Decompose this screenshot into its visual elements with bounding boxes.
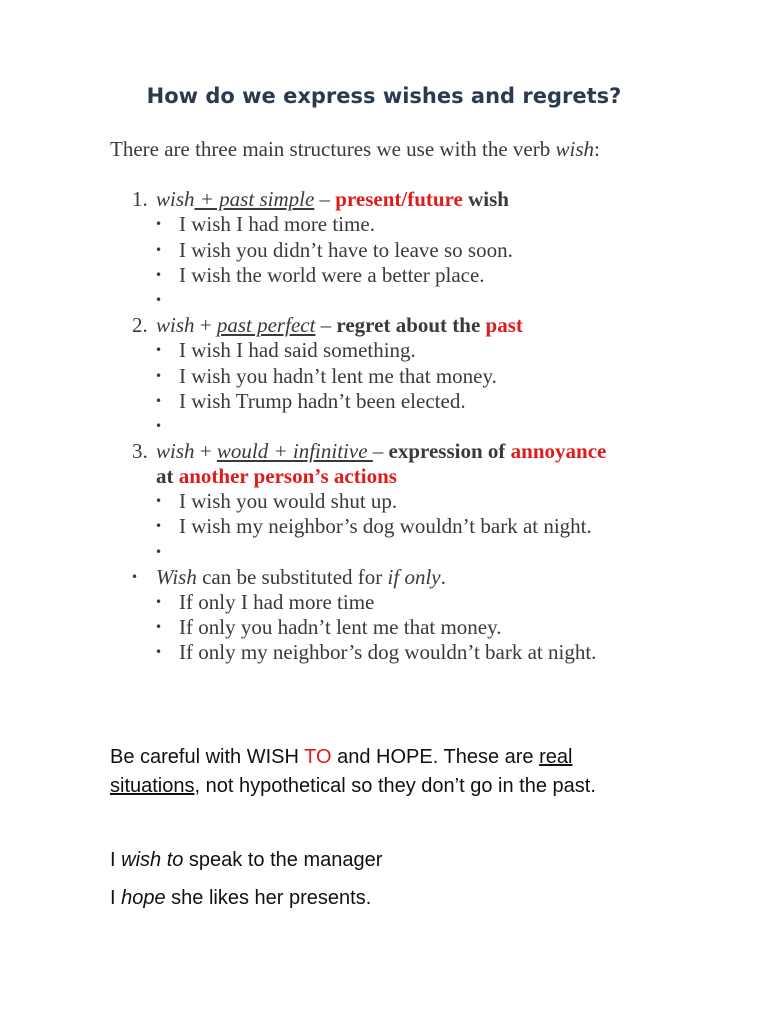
bullet-icon: • — [155, 343, 163, 357]
example-text: I wish I had said something. — [179, 338, 416, 362]
meaning-text: wish — [462, 187, 509, 211]
bullet-icon: • — [155, 645, 163, 659]
structure-formula — [156, 439, 606, 464]
example-text: I wish Trump hadn’t been elected. — [179, 389, 466, 413]
example-text: I wish my neighbor’s dog wouldn’t bark at night. — [179, 514, 592, 538]
example-text: If only my neighbor’s dog wouldn’t bark at night. — [179, 640, 597, 664]
bullet-icon: • — [155, 620, 163, 634]
formula-tense: + past simple — [194, 187, 315, 211]
formula-tense: past perfect — [216, 313, 316, 337]
formula-word: wish — [156, 439, 195, 463]
meaning-highlight: present/future — [335, 187, 463, 211]
example-post: speak to the manager — [183, 849, 383, 871]
bullet-icon: • — [155, 293, 163, 307]
example-text: If only you hadn’t lent me that money. — [179, 615, 502, 639]
example-text: I wish the world were a better place. — [179, 263, 485, 287]
example-post: she likes her presents. — [165, 887, 372, 909]
example-text: I wish you would shut up. — [179, 489, 398, 513]
bullet-icon: • — [155, 545, 163, 559]
example-italic: hope — [121, 887, 166, 909]
bullet-icon: • — [155, 369, 163, 383]
bullet-icon: • — [155, 494, 163, 508]
bullet-icon: • — [155, 419, 163, 433]
meaning-highlight: past — [485, 313, 523, 337]
bullet-icon: • — [155, 217, 163, 231]
caution-underline: real — [539, 746, 573, 768]
formula-word: wish — [156, 313, 195, 337]
intro-colon: : — [594, 137, 600, 161]
intro-verb: wish — [555, 137, 594, 161]
substitute-middle: can be substituted for — [196, 565, 388, 589]
substitute-phrase: if only — [387, 565, 441, 589]
formula-plus: + — [194, 439, 217, 463]
formula-plus: + — [194, 313, 217, 337]
structure-number: 3. — [132, 439, 148, 463]
caution-paragraph — [110, 743, 596, 801]
bullet-icon: • — [155, 595, 163, 609]
substitute-text — [156, 565, 446, 590]
meaning-text: regret about the — [336, 313, 486, 337]
meaning-highlight: another person’s actions — [178, 464, 397, 488]
intro-text: There are three main structures we use with the verb — [110, 137, 556, 161]
caution-text: Be careful with WISH — [110, 746, 305, 768]
dash: – — [314, 187, 336, 211]
intro-paragraph — [110, 137, 600, 162]
substitute-end: . — [440, 565, 446, 589]
formula-word: wish — [156, 187, 195, 211]
example-text: If only I had more time — [179, 590, 375, 614]
bullet-icon: • — [155, 243, 163, 257]
structure-number: 1. — [132, 187, 148, 211]
structure-formula — [156, 313, 523, 338]
example-italic: wish to — [121, 849, 184, 871]
example-text: I wish you didn’t have to leave so soon. — [179, 238, 513, 262]
bullet-icon: • — [155, 519, 163, 533]
meaning-continuation — [156, 464, 397, 489]
caution-highlight: TO — [304, 746, 332, 768]
page-title: How do we express wishes and regrets? — [146, 84, 622, 108]
example-wish-to — [110, 849, 382, 872]
caution-text: and HOPE. These are — [331, 746, 540, 768]
meaning-text: expression of — [388, 439, 511, 463]
example-text: I wish you hadn’t lent me that money. — [179, 364, 497, 388]
structure-formula — [156, 187, 509, 212]
dash: – — [372, 439, 389, 463]
bullet-icon: • — [155, 394, 163, 408]
example-hope — [110, 887, 371, 910]
example-pre: I — [110, 887, 122, 909]
example-pre: I — [110, 849, 122, 871]
example-text: I wish I had more time. — [179, 212, 375, 236]
substitute-word: Wish — [156, 565, 197, 589]
bullet-icon: • — [131, 570, 139, 584]
formula-tense: would + infinitive — [216, 439, 373, 463]
bullet-icon: • — [155, 268, 163, 282]
structure-number: 2. — [132, 313, 148, 337]
meaning-text: at — [156, 464, 179, 488]
meaning-highlight: annoyance — [510, 439, 607, 463]
dash: – — [315, 313, 337, 337]
caution-underline: situations — [110, 775, 195, 797]
caution-text: , not hypothetical so they don’t go in the past. — [194, 775, 596, 797]
